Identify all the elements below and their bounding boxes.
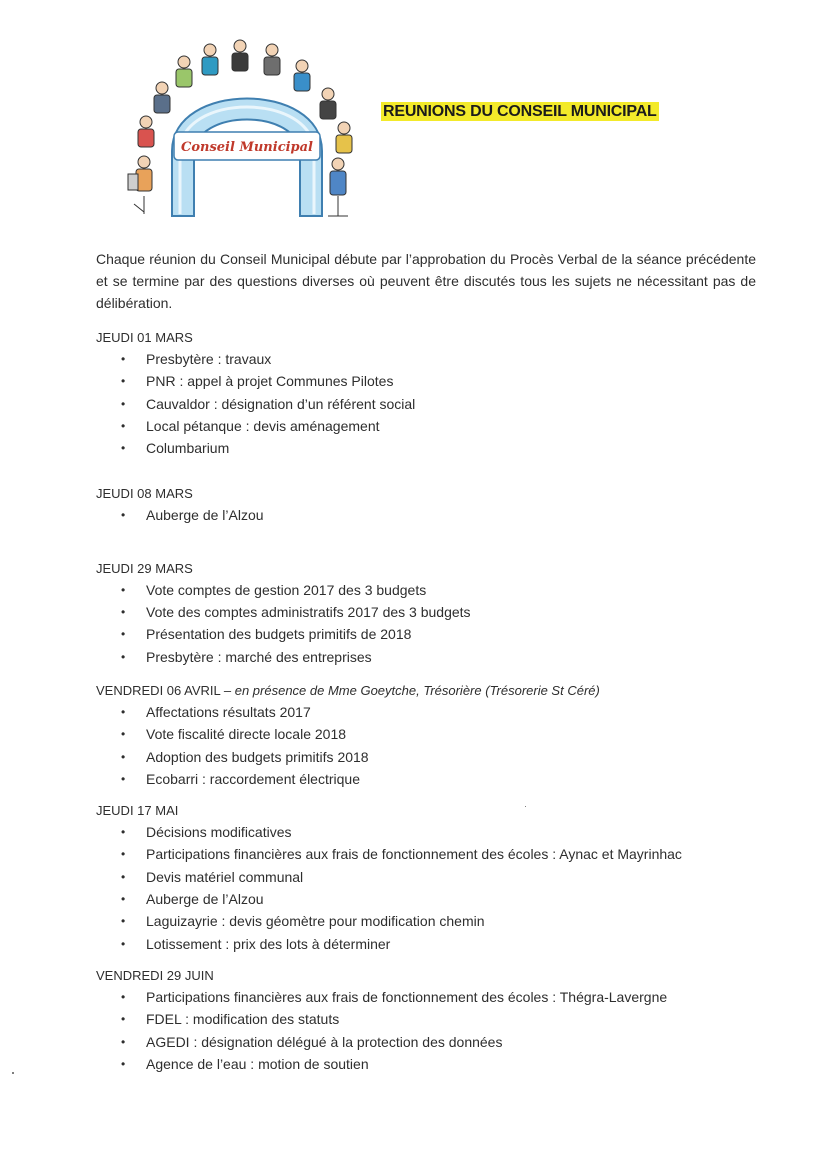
meeting-section xyxy=(96,328,776,459)
meeting-section xyxy=(96,681,776,790)
bullet-icon: • xyxy=(121,847,126,862)
agenda-list xyxy=(96,821,776,955)
agenda-item: • Local pétanque : devis aménagement xyxy=(96,415,776,437)
agenda-item: • Presbytère : marché des entreprises xyxy=(96,646,776,668)
agenda-item: • Auberge de l’Alzou xyxy=(96,888,776,910)
meeting-date: JEUDI 01 MARS xyxy=(96,330,193,345)
bullet-icon: • xyxy=(121,825,126,840)
bullet-icon: • xyxy=(121,582,126,597)
meeting-date: JEUDI 17 MAI xyxy=(96,803,179,819)
meeting-section xyxy=(96,484,776,526)
agenda-item: • Décisions modificatives xyxy=(96,821,776,843)
agenda-item: • Vote comptes de gestion 2017 des 3 budgets xyxy=(96,579,776,601)
agenda-item: • Laguizayrie : devis géomètre pour modification chemin xyxy=(96,910,776,932)
bullet-icon: • xyxy=(121,704,126,719)
bullet-icon: • xyxy=(121,1012,126,1027)
agenda-list xyxy=(96,348,776,459)
meeting-section xyxy=(96,966,776,1075)
bullet-icon: • xyxy=(121,749,126,764)
bullet-icon: • xyxy=(121,508,126,523)
agenda-item: • FDEL : modification des statuts xyxy=(96,1008,776,1030)
agenda-item: • Columbarium xyxy=(96,437,776,459)
bullet-icon: • xyxy=(121,605,126,620)
scan-speck xyxy=(525,806,526,807)
bullet-icon: • xyxy=(121,627,126,642)
agenda-item: • Présentation des budgets primitifs de 2018 xyxy=(96,623,776,645)
bullet-icon: • xyxy=(121,418,126,433)
meeting-date: JEUDI 08 MARS xyxy=(96,486,193,502)
agenda-item: • Vote des comptes administratifs 2017 des 3 budgets xyxy=(96,601,776,623)
bullet-icon: • xyxy=(121,1034,126,1049)
bullet-icon: • xyxy=(121,892,126,907)
page-title: REUNIONS DU CONSEIL MUNICIPAL xyxy=(383,103,657,120)
bullet-icon: • xyxy=(121,374,126,389)
agenda-item: • PNR : appel à projet Communes Pilotes xyxy=(96,370,776,392)
bullet-icon: • xyxy=(121,869,126,884)
meeting-date: VENDREDI 06 AVRIL – en présence de Mme Goeytche, Trésorière (Trésorerie St Céré) xyxy=(96,682,600,698)
bullet-icon: • xyxy=(121,441,126,456)
meeting-section xyxy=(96,559,776,668)
agenda-item: • Devis matériel communal xyxy=(96,866,776,888)
logo-text: Conseil Municipal xyxy=(181,140,313,155)
agenda-item: • Lotissement : prix des lots à déterminer xyxy=(96,933,776,955)
meetings-list xyxy=(96,328,776,1075)
bullet-icon: • xyxy=(121,914,126,929)
agenda-item: • Vote fiscalité directe locale 2018 xyxy=(96,723,776,745)
meeting-date: VENDREDI 29 JUIN xyxy=(96,967,214,983)
bullet-icon: • xyxy=(121,989,126,1004)
meeting-section xyxy=(96,801,776,955)
bullet-icon: • xyxy=(121,936,126,951)
agenda-item: • Auberge de l’Alzou xyxy=(96,504,776,526)
agenda-list xyxy=(96,986,776,1075)
bullet-icon: • xyxy=(121,771,126,786)
bullet-icon: • xyxy=(121,396,126,411)
agenda-item: • Participations financières aux frais de fonctionnement des écoles : Thégra-Lavergne xyxy=(96,986,776,1008)
bullet-icon: • xyxy=(121,1056,126,1071)
agenda-list xyxy=(96,701,776,790)
agenda-item: • Affectations résultats 2017 xyxy=(96,701,776,723)
agenda-list xyxy=(96,504,776,526)
agenda-item: • Ecobarri : raccordement électrique xyxy=(96,768,776,790)
meeting-note: en présence de Mme Goeytche, Trésorière (Trésorerie St Céré) xyxy=(234,682,600,698)
bullet-icon: • xyxy=(121,727,126,742)
agenda-item: • Presbytère : travaux xyxy=(96,348,776,370)
agenda-item: • Participations financières aux frais de fonctionnement des écoles : Aynac et Mayrinhac xyxy=(96,843,776,865)
intro-paragraph: Chaque réunion du Conseil Municipal débute par l’approbation du Procès Verbal de la séance précédente et se termine par des questions diverses où peuvent être discutés tous les sujets ne nécessitant pas de délibération. xyxy=(96,251,756,311)
agenda-item: • Agence de l’eau : motion de soutien xyxy=(96,1053,776,1075)
scan-speck xyxy=(12,1072,14,1074)
agenda-list xyxy=(96,579,776,668)
bullet-icon: • xyxy=(121,352,126,366)
agenda-item: • Adoption des budgets primitifs 2018 xyxy=(96,746,776,768)
council-meeting-icon xyxy=(122,36,372,228)
meeting-date: JEUDI 29 MARS xyxy=(96,560,193,576)
bullet-icon: • xyxy=(121,649,126,664)
agenda-item: • Cauvaldor : désignation d’un référent social xyxy=(96,393,776,415)
title-block xyxy=(381,102,659,121)
agenda-item: • AGEDI : désignation délégué à la protection des données xyxy=(96,1031,776,1053)
